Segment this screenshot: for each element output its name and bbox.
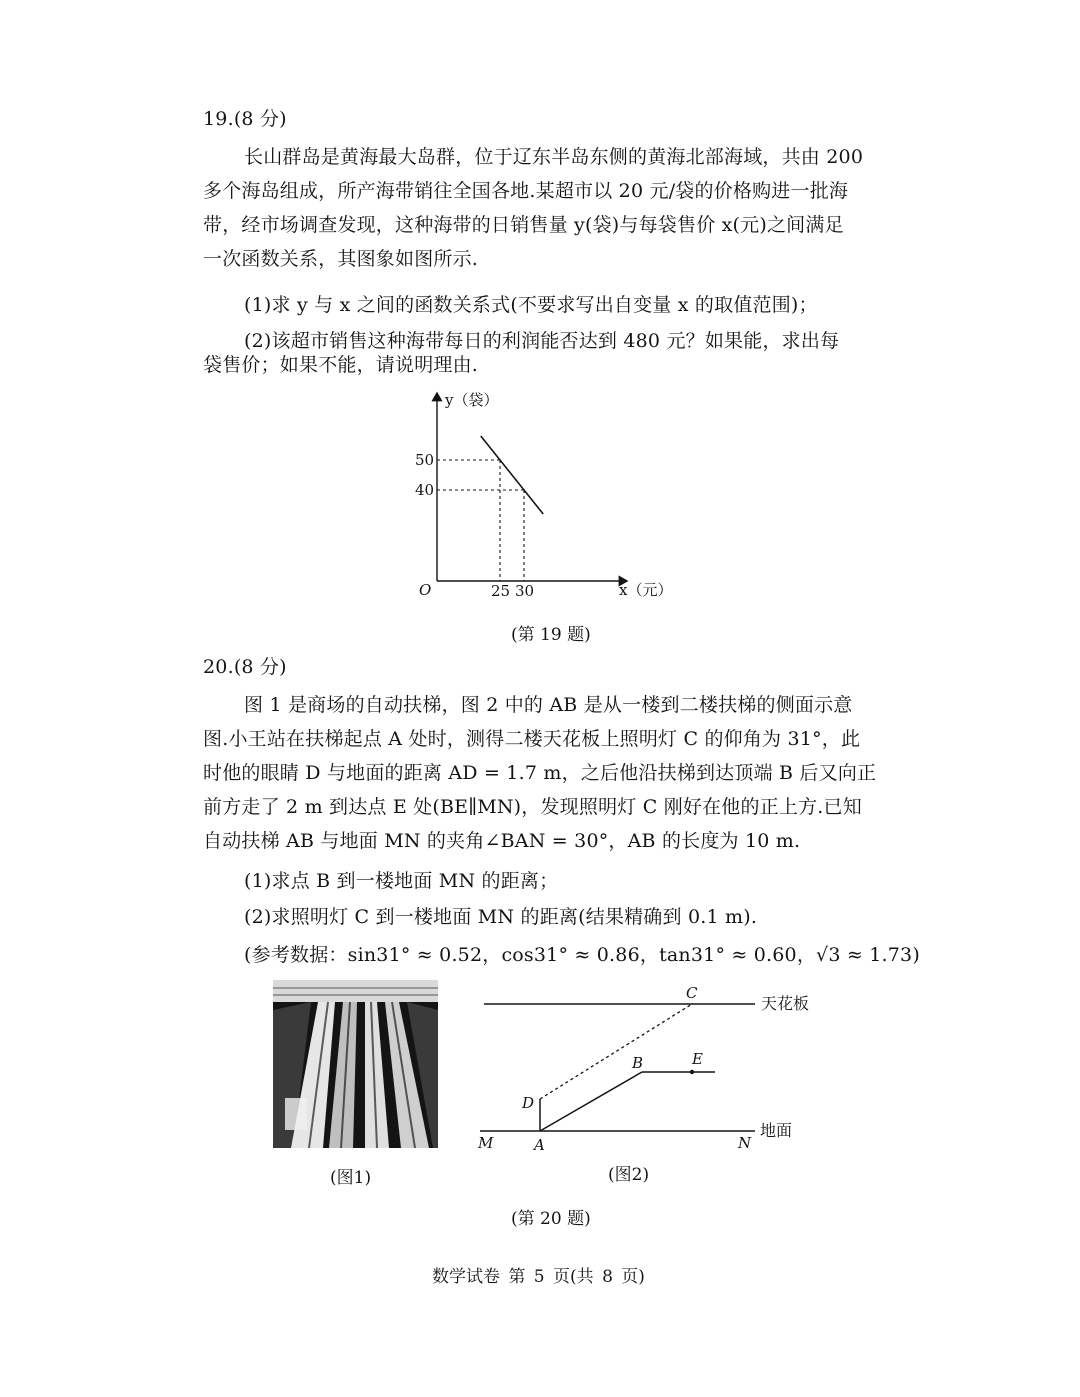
q20-line-3: 时他的眼睛 D 与地面的距离 AD = 1.7 m，之后他沿扶梯到达顶端 B 后又向正 [203,762,877,784]
label-b: B [632,1054,644,1072]
label-d: D [522,1094,535,1112]
point-e [690,1070,694,1074]
label-m: M [478,1134,494,1152]
q20-line-2: 图.小王站在扶梯起点 A 处时，测得二楼天花板上照明灯 C 的仰角为 31°，此 [203,728,861,750]
label-a: A [534,1136,545,1154]
q19-part2-line-1: (2)该超市销售这种海带每日的利润能否达到 480 元？如果能，求出每 [244,330,840,352]
y-tick-40: 40 [415,481,435,499]
label-c: C [686,984,698,1002]
y-tick-50: 50 [415,451,435,469]
q20-part1: (1)求点 B 到一楼地面 MN 的距离； [244,870,559,892]
fig2-caption: (图2) [608,1165,650,1185]
escalator-diagram [470,982,830,1157]
function-line [481,436,543,514]
q19-line-2: 多个海岛组成，所产海带销往全国各地.某超市以 20 元/袋的价格购进一批海 [203,180,849,202]
q19-line-4: 一次函数关系，其图象如图所示. [203,248,479,270]
q20-line-4: 前方走了 2 m 到达点 E 处(BE∥MN)，发现照明灯 C 刚好在他的正上方.已知 [203,796,862,818]
q20-caption: (第 20 题) [511,1209,591,1229]
escalator-ab [540,1072,642,1131]
y-axis-label: y（袋） [445,391,499,409]
page-footer: 数学试卷 第 5 页(共 8 页) [432,1267,645,1287]
q20-line-1: 图 1 是商场的自动扶梯，图 2 中的 AB 是从一楼到二楼扶梯的侧面示意 [244,694,853,716]
q19-line-3: 带，经市场调查发现，这种海带的日销售量 y(袋)与每袋售价 x(元)之间满足 [203,214,844,236]
escalator-photo [273,980,438,1148]
origin-label: O [419,581,432,599]
q19-marks [437,436,543,581]
q20-line-5: 自动扶梯 AB 与地面 MN 的夹角∠BAN = 30°，AB 的长度为 10 m. [203,830,801,852]
x-axis-label: x（元） [619,581,673,599]
q19-header: 19.(8 分) [203,108,287,130]
label-e: E [692,1050,703,1068]
ceiling-label: 天花板 [761,994,810,1013]
sightline-dc [540,1004,692,1099]
q20-part2: (2)求照明灯 C 到一楼地面 MN 的距离(结果精确到 0.1 m). [244,906,758,928]
fig1-caption: (图1) [330,1168,372,1188]
q19-part1: (1)求 y 与 x 之间的函数关系式(不要求写出自变量 x 的取值范围)； [244,294,818,316]
q20-reference-data: (参考数据：sin31° ≈ 0.52，cos31° ≈ 0.86，tan31° ≈ 0.60，√3 ≈ 1.73) [244,944,920,966]
q19-line-1: 长山群岛是黄海最大岛群，位于辽东半岛东侧的黄海北部海域，共由 200 [244,146,864,168]
x-tick-30: 30 [515,582,535,600]
q19-part2-line-2: 袋售价；如果不能，请说明理由. [203,354,479,376]
label-n: N [738,1134,752,1152]
q19-function-graph [405,385,673,603]
q20-header: 20.(8 分) [203,656,287,678]
q19-caption: (第 19 题) [511,625,591,645]
x-tick-25: 25 [491,582,511,600]
ground-label: 地面 [760,1121,793,1140]
